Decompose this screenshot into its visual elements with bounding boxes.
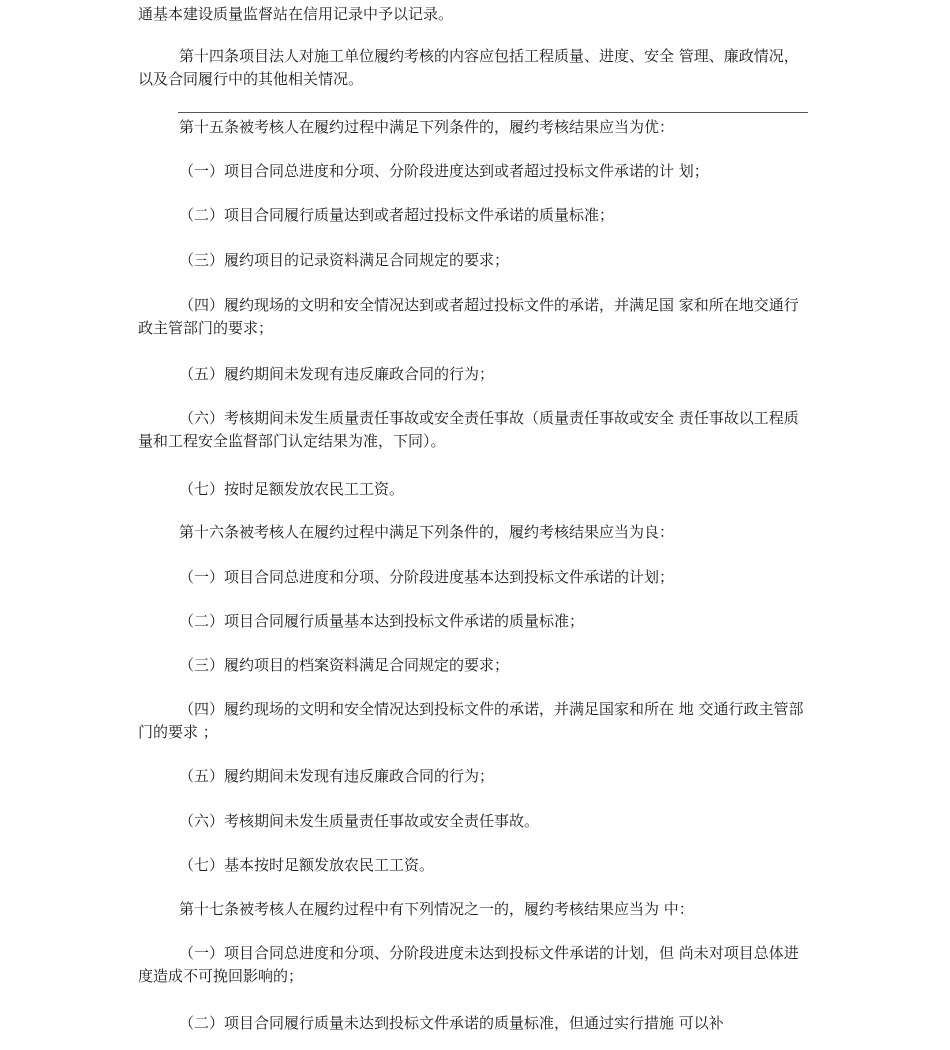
article-17-item-1: （一）项目合同总进度和分项、分阶段进度未达到投标文件承诺的计划，但 尚未对项目总体进度造成不可挽回影响的； [138, 944, 799, 985]
article-15-item-1: （一）项目合同总进度和分项、分阶段进度达到或者超过投标文件承诺的计 划； [179, 162, 709, 180]
article-16-item-1: （一）项目合同总进度和分项、分阶段进度基本达到投标文件承诺的计划； [179, 568, 675, 586]
article-16-item-4: （四）履约现场的文明和安全情况达到投标文件的承诺，并满足国家和所在 地 交通行政主管部门的要求 ； [138, 700, 804, 741]
article-16-item-2: （二）项目合同履行质量基本达到投标文件承诺的质量标准； [179, 612, 585, 630]
article-16-item-5: （五）履约期间未发现有违反廉政合同的行为； [179, 767, 495, 785]
article-16-item-3: （三）履约项目的档案资料满足合同规定的要求； [179, 656, 510, 674]
article-14: 第十四条项目法人对施工单位履约考核的内容应包括工程质量、进度、安全 管理、廉政情况，以及合同履行中的其他相关情况。 [138, 47, 799, 88]
article-16-item-6: （六）考核期间未发生质量责任事故或安全责任事故。 [179, 812, 540, 830]
article-15-item-7: （七）按时足额发放农民工工资。 [179, 480, 405, 498]
article-16: 第十六条被考核人在履约过程中满足下列条件的，履约考核结果应当为良： [179, 523, 675, 541]
article-15: 第十五条被考核人在履约过程中满足下列条件的，履约考核结果应当为优： [179, 118, 675, 136]
article-15-item-2: （二）项目合同履行质量达到或者超过投标文件承诺的质量标准； [179, 206, 615, 224]
horizontal-rule [178, 112, 808, 113]
article-15-item-3: （三）履约项目的记录资料满足合同规定的要求； [179, 251, 510, 269]
article-16-item-7: （七）基本按时足额发放农民工工资。 [179, 856, 435, 874]
article-15-item-4: （四）履约现场的文明和安全情况达到或者超过投标文件的承诺，并满足国 家和所在地交通行政主管部门的要求； [138, 296, 799, 337]
paragraph-continuation: 通基本建设质量监督站在信用记录中予以记录。 [138, 5, 454, 23]
article-17: 第十七条被考核人在履约过程中有下列情况之一的，履约考核结果应当为 中： [179, 900, 694, 918]
article-15-item-5: （五）履约期间未发现有违反廉政合同的行为； [179, 365, 495, 383]
article-15-item-6: （六）考核期间未发生质量责任事故或安全责任事故（质量责任事故或安全 责任事故以工程质量和工程安全监督部门认定结果为准，下同）。 [138, 409, 799, 450]
article-17-item-2: （二）项目合同履行质量未达到投标文件承诺的质量标准，但通过实行措施 可以补 [179, 1014, 724, 1032]
